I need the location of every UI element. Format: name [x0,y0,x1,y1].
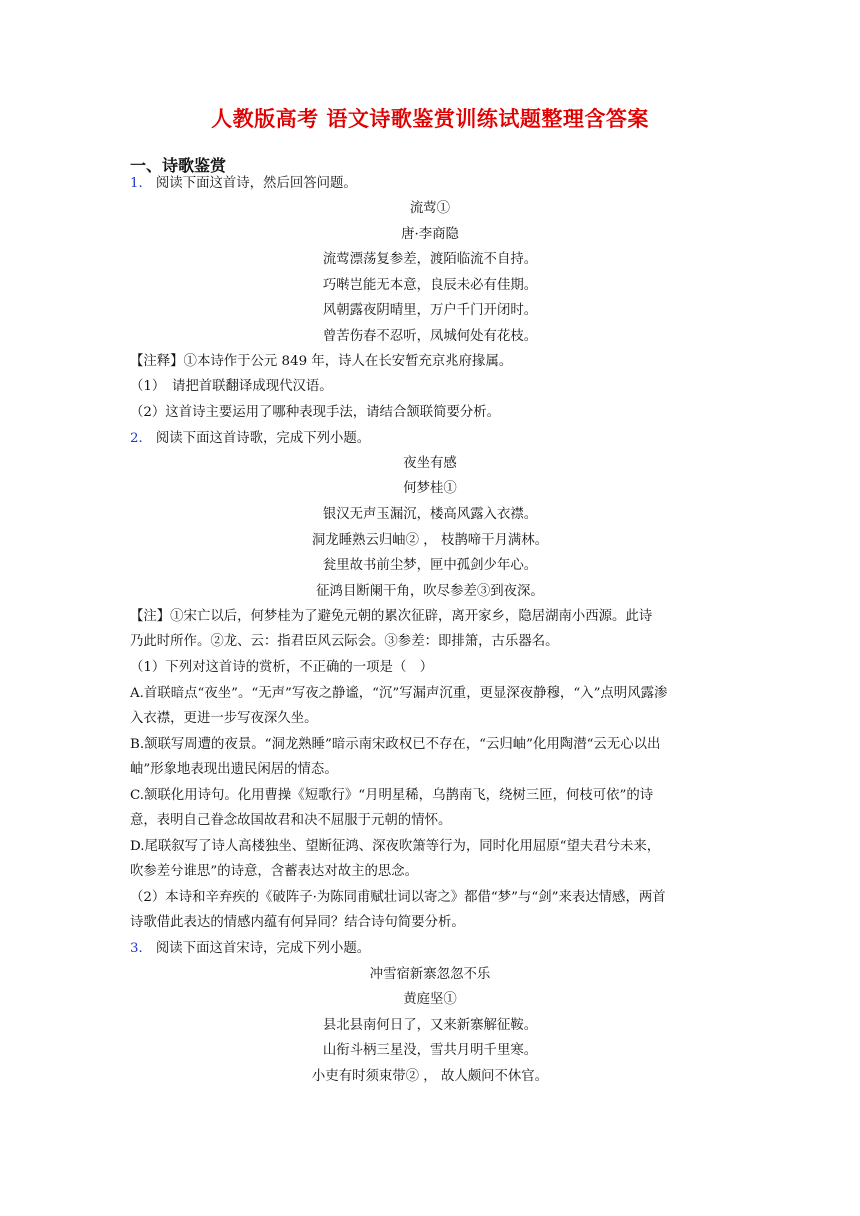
option-c: C.颔联化用诗句。化用曹操《短歌行》“月明星稀，乌鹊南飞，绕树三匝，何枝可依”的诗 [130,788,654,803]
sub-question: （1） 请把首联翻译成现代汉语。 [130,379,333,394]
poem-title: 流莺① [409,201,451,216]
option-b: B.颔联写周遭的夜景。“洞龙熟睡”暗示南宋政权已不存在，“云归岫”化用陶潜“云无心以出 [130,737,661,752]
question-text: 阅读下面这首宋诗，完成下列小题。 [155,941,371,956]
option-c: 意，表明自己眷念故国故君和决不屈服于元朝的情怀。 [130,813,452,828]
sub-question: （2）本诗和辛弃疾的《破阵子·为陈同甫赋壮词以寄之》都借“梦”与“剑”来表达情感，两首 [130,890,666,905]
poem-line: 小吏有时须束带② ， 故人颇问不休官。 [311,1069,549,1084]
poem-line: 洞龙睡熟云归岫② ， 枝鹊啼干月满林。 [311,533,549,548]
poem-line: 巧啭岂能无本意，良辰未必有佳期。 [322,278,538,293]
option-a: A.首联暗点“夜坐”。“无声”写夜之静谧，“沉”写漏声沉重，更显深夜静穆，“入”点明风露渗 [130,686,668,701]
question-number: 2． [130,431,152,446]
sub-question: （1）下列对这首诗的赏析，不正确的一项是（ ） [130,660,434,675]
document-title: 人教版高考 语文诗歌鉴赏训练试题整理含答案 [211,107,649,131]
poem-line: 流莺漂荡复参差，渡陌临流不自持。 [322,252,538,267]
poem-line: 瓮里故书前尘梦，匣中孤剑少年心。 [322,558,538,573]
poem-line: 山衔斗柄三星没，雪共月明千里寒。 [322,1043,538,1058]
poem-line: 征鸿目断阑干角，吹尽参差③到夜深。 [316,584,544,599]
sub-question: 诗歌借此表达的情感内蕴有何异同？结合诗句简要分析。 [130,915,465,930]
poem-line: 风朝露夜阴晴里，万户千门开闭时。 [322,303,538,318]
option-a: 入衣襟，更进一步写夜深久坐。 [130,711,318,726]
section-heading: 一、诗歌鉴赏 [130,156,227,175]
poem-line: 曾苦伤春不忍听，凤城何处有花枝。 [322,329,538,344]
question-2-prompt [130,430,730,448]
question-1-prompt [130,175,730,193]
poem-author: 唐·李商隐 [401,227,459,242]
poem-note: 乃此时所作。②龙、云：指君臣风云际会。③参差：即排箫，古乐器名。 [130,634,559,649]
question-text: 阅读下面这首诗歌，完成下列小题。 [155,431,371,446]
poem-line: 县北县南何日了，又来新寨解征鞍。 [322,1018,538,1033]
poem-note: 【注释】①本诗作于公元 849 年，诗人在长安暂充京兆府掾属。 [130,354,513,369]
question-text: 阅读下面这首诗，然后回答问题。 [155,176,357,191]
sub-question: （2）这首诗主要运用了哪种表现手法，请结合颔联简要分析。 [130,405,501,420]
poem-note: 【注】①宋亡以后，何梦桂为了避免元朝的累次征辟，离开家乡，隐居湖南小西源。此诗 [130,609,653,624]
poem-line: 银汉无声玉漏沉，楼高风露入衣襟。 [322,507,538,522]
option-b: 岫”形象地表现出遗民闲居的情态。 [130,762,338,777]
poem-title: 冲雪宿新寨忽忽不乐 [369,967,491,982]
poem-author: 何梦桂① [403,481,457,496]
question-number: 3． [130,941,152,956]
option-d: 吹参差兮谁思”的诗意，含蓄表达对故主的思念。 [130,864,419,879]
poem-author: 黄庭坚① [403,992,457,1007]
option-d: D.尾联叙写了诗人高楼独坐、望断征鸿、深夜吹箫等行为，同时化用屈原“望夫君兮未来， [130,839,661,854]
question-3-prompt [130,940,730,958]
poem-title: 夜坐有感 [403,456,457,471]
question-number: 1． [130,176,152,191]
